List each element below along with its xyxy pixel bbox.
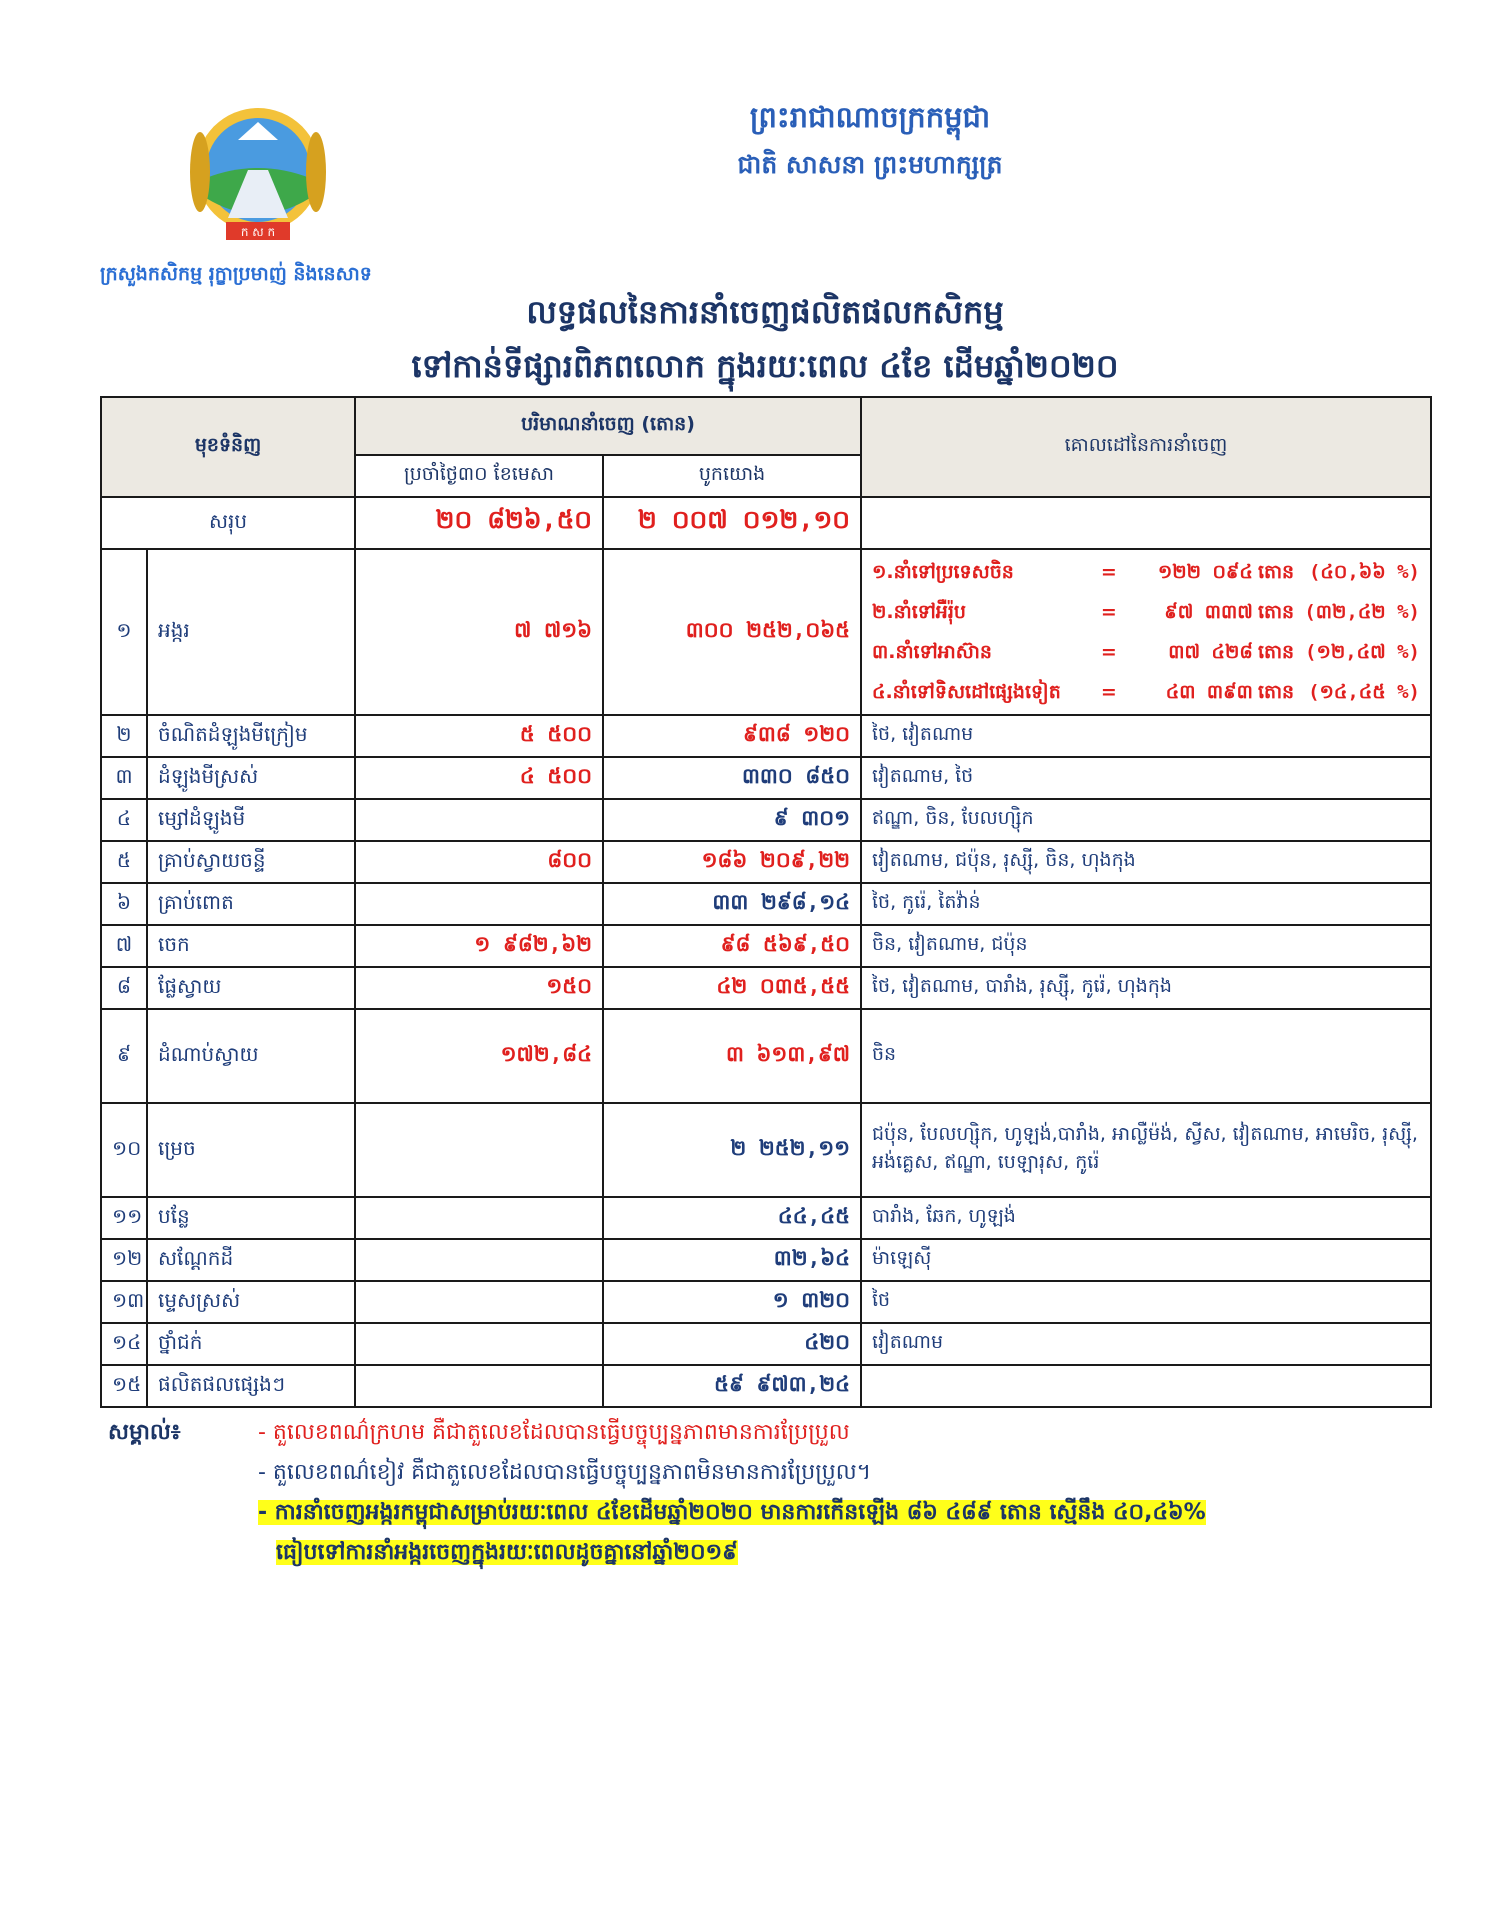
note-highlight-line1 xyxy=(258,1498,1206,1530)
row-index: ១០ xyxy=(101,1103,147,1197)
rice-destination-value: ៣៧ ៤២៨ xyxy=(1168,641,1253,663)
note-blue-figures: - តួលេខពណ៌ខៀវ គឺជាតួលេខដែលបានធ្វើបច្ចុប្បន្នភាពមិនមានការប្រែប្រួល។ xyxy=(258,1460,872,1485)
row-product: បន្លែ xyxy=(147,1197,355,1239)
header-april30: ប្រចាំថ្ងៃ៣០ ខែមេសា xyxy=(355,455,603,497)
rice-destination-unit: តោន xyxy=(1257,601,1295,623)
row-cumulative: ៣ ៦១៣,៩៧ xyxy=(603,1009,861,1103)
row-cumulative: ៤២០ xyxy=(603,1323,861,1365)
rice-row xyxy=(101,549,1431,715)
total-destination xyxy=(861,497,1431,549)
kingdom-heading: ព្រះរាជាណាចក្រកម្ពុជា xyxy=(749,100,991,134)
rice-destination-eq: = xyxy=(1100,681,1117,703)
note-highlight-text2: ធៀបទៅការនាំអង្ករចេញក្នុងរយៈពេលដូចគ្នានៅឆ្នាំ២០១៩ xyxy=(276,1540,738,1565)
row-cumulative: ៣០០ ២៥២,០៦៥ xyxy=(603,549,861,715)
table-row xyxy=(101,1103,1431,1197)
row-destination: បារាំង, ឆែក, ហូឡង់ xyxy=(861,1197,1431,1239)
report-subtitle: ទៅកាន់ទីផ្សារពិភពលោក ក្នុងរយៈពេល ៤ខែ ដើមឆ្នាំ២០២០ xyxy=(411,347,1119,385)
row-april30 xyxy=(355,1323,603,1365)
rice-destination-list xyxy=(861,549,1431,715)
row-april30: ១ ៩៨២,៦២ xyxy=(355,925,603,967)
row-cumulative: ៣២,៦៤ xyxy=(603,1239,861,1281)
row-product: គ្រាប់ស្វាយចន្ទី xyxy=(147,841,355,883)
row-index: ៥ xyxy=(101,841,147,883)
row-april30 xyxy=(355,1281,603,1323)
total-cumulative: ២ ០០៧ ០១២,១០ xyxy=(603,497,861,549)
note-highlight-text1: - ការនាំចេញអង្ករកម្ពុជាសម្រាប់រយៈពេល ៤ខែដើមឆ្នាំ២០២០ មានការកើនឡើង ៨៦ ៤៨៩ តោន ស្មើនឹង ៤០,៤៦% xyxy=(258,1500,1206,1525)
row-cumulative: ៩៣៨ ១២០ xyxy=(603,715,861,757)
rice-destination-value: ៩៧ ៣៣៧ xyxy=(1164,601,1253,623)
row-index: ៣ xyxy=(101,757,147,799)
rice-destination-unit: តោន xyxy=(1257,561,1295,583)
rice-destination-eq: = xyxy=(1100,601,1117,623)
row-product: ម្សៅដំឡូងមី xyxy=(147,799,355,841)
rice-destination-pct: (៤០,៦៦ %) xyxy=(1308,561,1420,583)
note-highlight-line2 xyxy=(276,1538,738,1570)
row-april30 xyxy=(355,1365,603,1407)
row-cumulative: ៥៩ ៩៧៣,២៤ xyxy=(603,1365,861,1407)
rice-destination-value: ៤៣ ៣៩៣ xyxy=(1165,681,1253,703)
table-row xyxy=(101,883,1431,925)
table-row xyxy=(101,967,1431,1009)
table-row xyxy=(101,925,1431,967)
rice-destination-item xyxy=(872,552,1420,592)
row-product: ថ្នាំជក់ xyxy=(147,1323,355,1365)
row-index: ២ xyxy=(101,715,147,757)
total-row xyxy=(101,497,1431,549)
row-product: ដំណាប់ស្វាយ xyxy=(147,1009,355,1103)
row-destination: វៀតណាម, ជប៉ុន, រុស្ស៊ី, ចិន, ហុងកុង xyxy=(861,841,1431,883)
row-destination: ថៃ, កូរ៉េ, តៃវ៉ាន់ xyxy=(861,883,1431,925)
row-cumulative: ៣៣ ២៩៨,១៤ xyxy=(603,883,861,925)
table-row xyxy=(101,715,1431,757)
national-motto: ជាតិ សាសនា ព្រះមហាក្សត្រ xyxy=(737,150,1003,179)
row-destination: ចិន xyxy=(861,1009,1431,1103)
notes-label: សម្គាល់៖ xyxy=(108,1420,181,1445)
header-destination: គោលដៅនៃការនាំចេញ xyxy=(861,397,1431,497)
row-product: ម្រេច xyxy=(147,1103,355,1197)
row-product: សណ្ដែកដី xyxy=(147,1239,355,1281)
row-cumulative: ២ ២៥២,១១ xyxy=(603,1103,861,1197)
header-volume: បរិមាណនាំចេញ (តោន) xyxy=(355,397,861,455)
row-cumulative: ១ ៣២០ xyxy=(603,1281,861,1323)
row-cumulative: ៤២ ០៣៥,៥៥ xyxy=(603,967,861,1009)
table-row xyxy=(101,841,1431,883)
row-april30 xyxy=(355,883,603,925)
table-row xyxy=(101,1323,1431,1365)
rice-destination-name: ១.នាំទៅប្រទេសចិន xyxy=(872,561,1014,583)
row-cumulative: ៣៣០ ៨៥០ xyxy=(603,757,861,799)
row-april30: ៧ ៧១៦ xyxy=(355,549,603,715)
table-row xyxy=(101,1009,1431,1103)
header-cumulative: បូកយោង xyxy=(603,455,861,497)
rice-destination-unit: តោន xyxy=(1257,641,1295,663)
row-index: ១៥ xyxy=(101,1365,147,1407)
rice-destination-item xyxy=(872,672,1420,712)
rice-destination-name: ៣.នាំទៅអាស៊ាន xyxy=(872,641,992,663)
row-destination: ថៃ, វៀតណាម xyxy=(861,715,1431,757)
row-destination: វៀតណាម, ថៃ xyxy=(861,757,1431,799)
header-product: មុខទំនិញ xyxy=(101,397,355,497)
row-cumulative: ៩ ៣០១ xyxy=(603,799,861,841)
row-destination: ជប៉ុន, បែលហ្ស៊ិក, ហូឡង់,បារាំង, អាល្លឺម៉ង់, ស្វីស, វៀតណាម, អាមេរិច, រុស្ស៊ី, អង់គ្លេស, ឥណ្ឌា, បេឡារុស, កូរ៉េ xyxy=(861,1103,1431,1197)
rice-destination-pct: (១២,៤៧ %) xyxy=(1305,641,1420,663)
total-april30: ២០ ៨២៦,៥០ xyxy=(355,497,603,549)
row-index: ១១ xyxy=(101,1197,147,1239)
rice-destination-pct: (៣២,៤២ %) xyxy=(1304,601,1420,623)
row-destination: ម៉ាឡេស៊ី xyxy=(861,1239,1431,1281)
row-index: ១៤ xyxy=(101,1323,147,1365)
row-index: ១២ xyxy=(101,1239,147,1281)
row-april30: ៥ ៥០០ xyxy=(355,715,603,757)
note-red-figures: - តួលេខពណ៌ក្រហម គឺជាតួលេខដែលបានធ្វើបច្ចុប្បន្នភាពមានការប្រែប្រួល xyxy=(258,1420,850,1445)
row-product: ចំណិតដំឡូងមីក្រៀម xyxy=(147,715,355,757)
row-destination: ចិន, វៀតណាម, ជប៉ុន xyxy=(861,925,1431,967)
table-row xyxy=(101,1197,1431,1239)
row-product: អង្ករ xyxy=(147,549,355,715)
row-april30: ១៧២,៨៤ xyxy=(355,1009,603,1103)
rice-destination-eq: = xyxy=(1100,561,1117,583)
row-april30 xyxy=(355,799,603,841)
rice-destination-name: ២.នាំទៅអឺរ៉ុប xyxy=(872,601,966,623)
row-product: ចេក xyxy=(147,925,355,967)
rice-destination-unit: តោន xyxy=(1257,681,1295,703)
export-table xyxy=(100,396,1432,1408)
rice-destination-pct: (១៤,៤៥ %) xyxy=(1308,681,1420,703)
rice-destination-item xyxy=(872,632,1420,672)
rice-destination-value: ១២២ ០៩៤ xyxy=(1157,561,1253,583)
row-product: ម្ទេសស្រស់ xyxy=(147,1281,355,1323)
table-row xyxy=(101,1365,1431,1407)
row-index: ៤ xyxy=(101,799,147,841)
rice-destination-name: ៤.នាំទៅទិសដៅផ្សេងទៀត xyxy=(872,681,1061,703)
total-label: សរុប xyxy=(101,497,355,549)
row-index: ១៣ xyxy=(101,1281,147,1323)
row-cumulative: ៤៤,៤៥ xyxy=(603,1197,861,1239)
row-cumulative: ១៨៦ ២០៩,២២ xyxy=(603,841,861,883)
table-row xyxy=(101,1239,1431,1281)
row-destination: ថៃ, វៀតណាម, បារាំង, រុស្ស៊ី, កូរ៉េ, ហុងកុង xyxy=(861,967,1431,1009)
row-destination: ថៃ xyxy=(861,1281,1431,1323)
rice-destination-item xyxy=(872,592,1420,632)
row-index: ៦ xyxy=(101,883,147,925)
row-destination: វៀតណាម xyxy=(861,1323,1431,1365)
row-product: ផ្លែស្វាយ xyxy=(147,967,355,1009)
row-april30: ៨០០ xyxy=(355,841,603,883)
table-row xyxy=(101,799,1431,841)
row-product: ផលិតផលផ្សេងៗ xyxy=(147,1365,355,1407)
ministry-name: ក្រសួងកសិកម្ម រុក្ខាប្រមាញ់ និងនេសាទ xyxy=(100,263,372,285)
row-index: ៩ xyxy=(101,1009,147,1103)
row-april30 xyxy=(355,1103,603,1197)
row-april30 xyxy=(355,1239,603,1281)
row-april30 xyxy=(355,1197,603,1239)
report-title: លទ្ធផលនៃការនាំចេញផលិតផលកសិកម្ម xyxy=(526,293,1004,331)
rice-destination-eq: = xyxy=(1100,641,1117,663)
row-product: គ្រាប់ពោត xyxy=(147,883,355,925)
ministry-logo-icon xyxy=(178,100,338,250)
row-product: ដំឡូងមីស្រស់ xyxy=(147,757,355,799)
row-index: ៨ xyxy=(101,967,147,1009)
row-destination: ឥណ្ឌា, ចិន, បែលហ្ស៊ិក xyxy=(861,799,1431,841)
row-destination xyxy=(861,1365,1431,1407)
row-index: ៧ xyxy=(101,925,147,967)
row-april30: ៤ ៥០០ xyxy=(355,757,603,799)
logo-text: ក ស ក xyxy=(240,225,276,239)
row-index: ១ xyxy=(101,549,147,715)
row-cumulative: ៩៨ ៥៦៩,៥០ xyxy=(603,925,861,967)
row-april30: ១៥០ xyxy=(355,967,603,1009)
table-row xyxy=(101,757,1431,799)
table-row xyxy=(101,1281,1431,1323)
